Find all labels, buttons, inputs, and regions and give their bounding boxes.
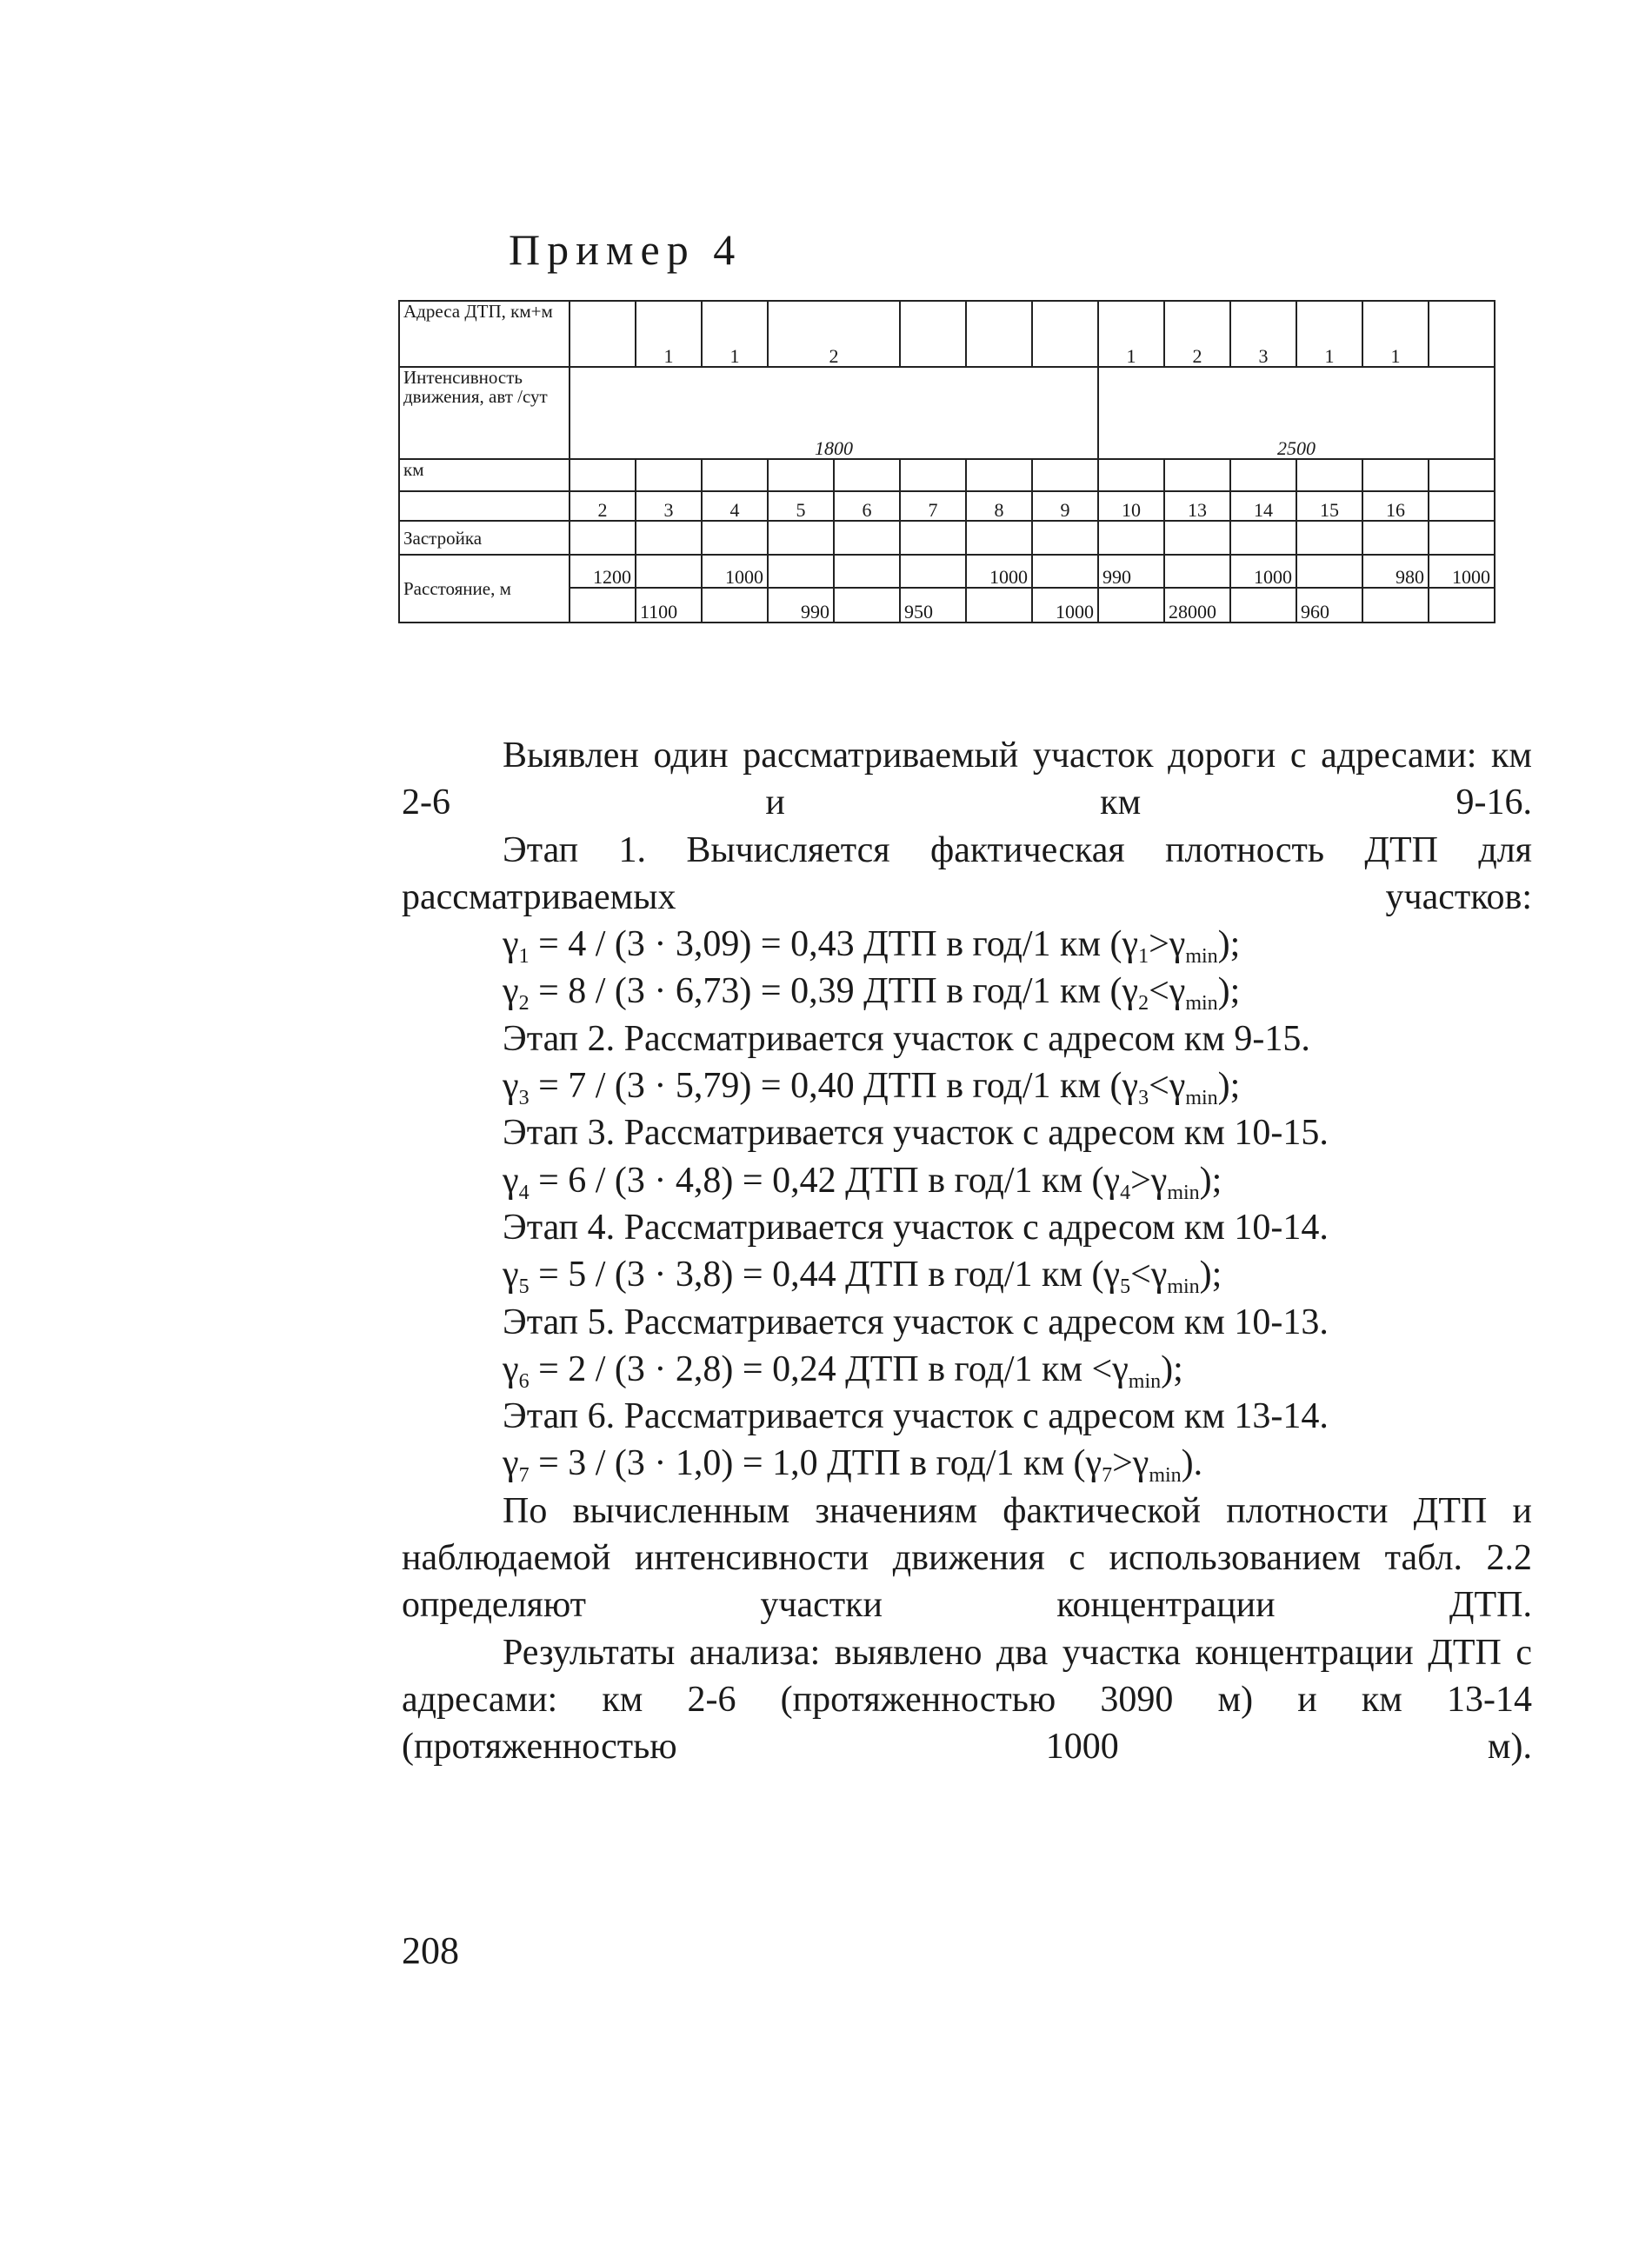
distance-cell (900, 555, 966, 588)
table-cell (570, 301, 636, 367)
page-number: 208 (402, 1929, 459, 1972)
intensity-value-1: 1800 (570, 367, 1098, 459)
table-cell (1098, 459, 1164, 491)
distance-cell: 990 (768, 588, 834, 623)
table-cell (966, 521, 1032, 555)
table-cell (900, 521, 966, 555)
table-cell (1032, 301, 1098, 367)
table-cell: 1 (702, 301, 768, 367)
table-row-addresses (399, 301, 1495, 367)
distance-cell: 1000 (1032, 588, 1098, 623)
table-row-km (399, 459, 1495, 491)
distance-cell: 980 (1362, 555, 1429, 588)
table-cell (570, 459, 636, 491)
row-label-buildup: Застройка (399, 521, 570, 555)
equation-4: $\gamma_4 = 6 / (3 \cdot 4,8) = 0,42$ ДТП в год/1 км $(\gamma_4>\gamma_{min})$; (503, 1160, 1222, 1204)
distance-cell: 960 (1296, 588, 1362, 623)
row-label-distance: Расстояние, м (399, 555, 570, 623)
table-cell (768, 459, 834, 491)
distance-cell (702, 588, 768, 623)
body-text (402, 732, 1532, 1771)
distance-cell (1098, 588, 1164, 623)
row-label-addresses: Адреса ДТП, км+м (399, 301, 570, 367)
table-cell (1362, 521, 1429, 555)
table-cell (966, 459, 1032, 491)
table-cell (1296, 459, 1362, 491)
stage-6: Этап 6. Рассматривается участок с адресом км 13-14. (503, 1396, 1329, 1437)
stage-5: Этап 5. Рассматривается участок с адресом км 10-13. (503, 1302, 1329, 1342)
stage-2: Этап 2. Рассматривается участок с адресом км 9-15. (503, 1018, 1310, 1059)
paragraph-1: Выявлен один рассматриваемый участок дороги с адресами: км 2-6 и км 9-16. (402, 736, 1532, 823)
table-cell: 1 (1296, 301, 1362, 367)
table-cell: 2 (768, 301, 900, 367)
distance-cell (1296, 555, 1362, 588)
table-cell (1296, 521, 1362, 555)
table-cell: 2 (1164, 301, 1230, 367)
distance-cell (1362, 588, 1429, 623)
table-cell (1429, 459, 1495, 491)
table-row-intensity (399, 367, 1495, 459)
distance-cell: 28000 (1164, 588, 1230, 623)
table-cell (834, 459, 900, 491)
equation-7: $\gamma_7 = 3 / (3 \cdot 1,0) = 1,0$ ДТП в год/1 км $(\gamma_7>\gamma_{min})$. (503, 1443, 1203, 1488)
km-value: 6 (834, 491, 900, 521)
table-cell (702, 521, 768, 555)
table-cell (900, 301, 966, 367)
distance-cell (966, 588, 1032, 623)
table-cell (702, 459, 768, 491)
distance-cell: 1000 (1429, 555, 1495, 588)
distance-cell: 1100 (636, 588, 702, 623)
km-value: 5 (768, 491, 834, 521)
table-cell: 1 (636, 301, 702, 367)
table-cell (1032, 459, 1098, 491)
distance-cell (570, 588, 636, 623)
table-cell (570, 521, 636, 555)
table-cell (1429, 491, 1495, 521)
table-cell (966, 301, 1032, 367)
equation-3: $\gamma_3 = 7 / (3 \cdot 5,79) = 0,40$ ДТП в год/1 км $(\gamma_3<\gamma_{min})$; (503, 1066, 1241, 1110)
distance-cell (834, 588, 900, 623)
km-value: 3 (636, 491, 702, 521)
equation-2: $\gamma_2 = 8 / (3 \cdot 6,73) = 0,39$ ДТП в год/1 км $(\gamma_2<\gamma_{min})$; (503, 971, 1241, 1015)
table-cell (834, 521, 900, 555)
equation-1: $\gamma_1 = 4 / (3 \cdot 3,09) = 0,43$ ДТП в год/1 км $(\gamma_1>\gamma_{min})$; (503, 924, 1241, 969)
table-cell (1429, 521, 1495, 555)
table-cell: 3 (1230, 301, 1296, 367)
table-cell: 1 (1362, 301, 1429, 367)
intensity-value-2: 2500 (1098, 367, 1495, 459)
table-cell (1164, 459, 1230, 491)
table-cell (1362, 459, 1429, 491)
table-cell (1098, 521, 1164, 555)
equation-6: $\gamma_6 = 2 / (3 \cdot 2,8) = 0,24$ ДТП в год/1 км $<\gamma_{min}$); (503, 1348, 1183, 1393)
distance-cell (834, 555, 900, 588)
distance-cell: 950 (900, 588, 966, 623)
km-value: 15 (1296, 491, 1362, 521)
km-value: 9 (1032, 491, 1098, 521)
row-label-km: км (399, 459, 570, 491)
distance-cell (1429, 588, 1495, 623)
table-cell (636, 521, 702, 555)
paragraph-2: Этап 1. Вычисляется фактическая плотность ДТП для рассматриваемых участков: (402, 829, 1532, 917)
table-cell (636, 459, 702, 491)
table-row-buildup (399, 521, 1495, 555)
km-value: 2 (570, 491, 636, 521)
distance-cell: 1000 (702, 555, 768, 588)
table-cell (1032, 521, 1098, 555)
table-cell: 1 (1098, 301, 1164, 367)
distance-cell (636, 555, 702, 588)
paragraph-4: Результаты анализа: выявлено два участка концентрации ДТП с адресами: км 2-6 (протяженностью 3090 м) и км 13-14 (протяженностью 1000 м). (402, 1632, 1532, 1768)
table-cell (900, 459, 966, 491)
distance-cell: 1000 (966, 555, 1032, 588)
distance-cell (1164, 555, 1230, 588)
distance-cell (1032, 555, 1098, 588)
stage-3: Этап 3. Рассматривается участок с адресом км 10-15. (503, 1113, 1329, 1154)
page-title: Пример 4 (509, 225, 743, 274)
distance-cell: 1000 (1230, 555, 1296, 588)
distance-cell (1230, 588, 1296, 623)
table-row-distance-top (399, 555, 1495, 588)
km-value: 10 (1098, 491, 1164, 521)
table-cell (768, 521, 834, 555)
km-value: 13 (1164, 491, 1230, 521)
km-value: 8 (966, 491, 1032, 521)
km-value: 7 (900, 491, 966, 521)
table-cell (1230, 459, 1296, 491)
distance-cell: 990 (1098, 555, 1164, 588)
paragraph-3: По вычисленным значениям фактической плотности ДТП и наблюдаемой интенсивности движения с использованием табл. 2.2 определяют участки концентрации ДТП. (402, 1490, 1532, 1626)
km-value: 16 (1362, 491, 1429, 521)
row-label-intensity: Интенсивность движения, авт /сут (399, 367, 570, 459)
table-cell (1429, 301, 1495, 367)
table-cell (1164, 521, 1230, 555)
table-row-km-values (399, 491, 1495, 521)
table-cell (399, 491, 570, 521)
distance-cell (768, 555, 834, 588)
km-value: 14 (1230, 491, 1296, 521)
data-table (398, 300, 1495, 623)
stage-4: Этап 4. Рассматривается участок с адресом км 10-14. (503, 1207, 1329, 1248)
km-value: 4 (702, 491, 768, 521)
equation-5: $\gamma_5 = 5 / (3 \cdot 3,8) = 0,44$ ДТП в год/1 км $(\gamma_5<\gamma_{min})$; (503, 1255, 1222, 1299)
distance-cell: 1200 (570, 555, 636, 588)
table-cell (1230, 521, 1296, 555)
